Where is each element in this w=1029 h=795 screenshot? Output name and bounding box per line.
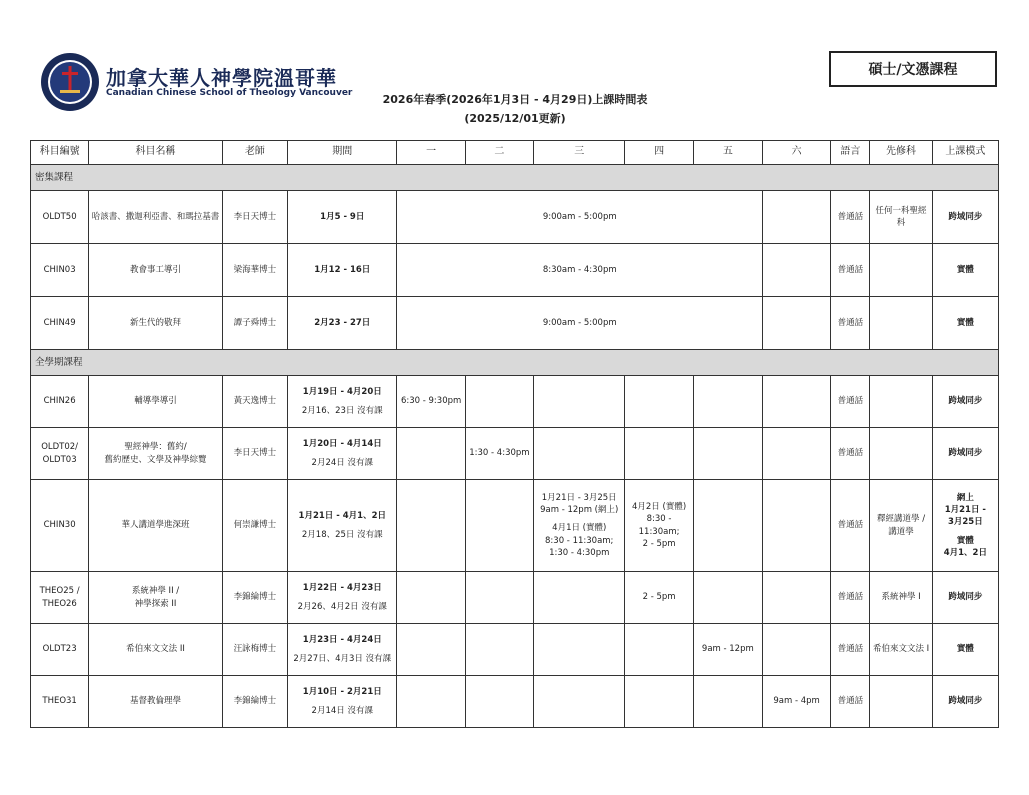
course-time: 8:30am - 4:30pm <box>397 244 763 297</box>
course-language: 普通話 <box>831 428 870 480</box>
course-code: THEO31 <box>31 676 89 728</box>
course-language: 普通話 <box>831 624 870 676</box>
course-teacher: 李日天博士 <box>222 191 287 244</box>
course-teacher: 何崇謙博士 <box>222 480 287 572</box>
course-code: CHIN26 <box>31 376 89 428</box>
course-name: 神學探索 II <box>134 598 177 609</box>
course-mode: 跨域同步 <box>932 376 998 428</box>
course-language: 普通話 <box>831 480 870 572</box>
header-tue: 二 <box>465 141 533 165</box>
table-row <box>31 624 999 676</box>
course-prereq: 希伯來文文法 I <box>870 624 932 676</box>
time-wed-cell <box>534 480 625 572</box>
course-name: 輔導學導引 <box>89 376 223 428</box>
course-period: 1月5 - 9日 <box>288 191 397 244</box>
course-teacher: 黃天逸博士 <box>222 376 287 428</box>
header-name: 科目名稱 <box>89 141 223 165</box>
course-mode: 實體 <box>932 244 998 297</box>
course-mode: 實體 <box>956 535 974 546</box>
time-wed: 1月21日 - 3月25日 <box>541 492 617 503</box>
course-period-cell <box>288 428 397 480</box>
course-period: 1月19日 - 4月20日 <box>302 387 382 398</box>
header-code: 科目編號 <box>31 141 89 165</box>
course-mode: 實體 <box>932 624 998 676</box>
school-name-chinese: 加拿大華人神學院溫哥華 <box>106 66 337 90</box>
no-class-note: 2月27日、4月3日 沒有課 <box>293 653 392 664</box>
course-period: 1月22日 - 4月23日 <box>302 583 382 594</box>
course-name: 新生代的敬拜 <box>89 297 223 350</box>
course-name: 希伯來文文法 II <box>89 624 223 676</box>
no-class-note: 2月16、23日 沒有課 <box>301 405 383 416</box>
time-wed: 8:30 - 11:30am; <box>545 535 614 546</box>
header-mode: 上課模式 <box>932 141 998 165</box>
header-mon: 一 <box>397 141 465 165</box>
header-wed: 三 <box>534 141 625 165</box>
no-class-note: 2月14日 沒有課 <box>311 705 373 716</box>
course-code: OLDT02/ <box>41 442 79 453</box>
course-name-cell <box>89 428 223 480</box>
course-name-cell <box>89 572 223 624</box>
header-row <box>31 141 999 165</box>
course-period-cell <box>288 624 397 676</box>
no-class-note: 2月18、25日 沒有課 <box>301 529 383 540</box>
no-class-note: 2月24日 沒有課 <box>311 457 373 468</box>
course-name: 系統神學 II / <box>131 586 180 597</box>
course-period: 1月21日 - 4月1、2日 <box>298 511 386 522</box>
section-row <box>31 165 999 191</box>
course-name: 基督教倫理學 <box>89 676 223 728</box>
header-teacher: 老師 <box>222 141 287 165</box>
course-period-cell <box>288 480 397 572</box>
course-name: 哈該書、撒迦利亞書、和瑪拉基書 <box>89 191 223 244</box>
header-thu: 四 <box>625 141 693 165</box>
time-thu: 2 - 5pm <box>625 572 693 624</box>
course-code: OLDT23 <box>31 624 89 676</box>
table-row <box>31 297 999 350</box>
time-wed: 1:30 - 4:30pm <box>549 547 610 558</box>
time-wed: 9am - 12pm (網上) <box>540 505 619 516</box>
schedule-table <box>30 140 999 728</box>
course-name: 舊約歷史、文學及神學綜覽 <box>104 454 207 465</box>
course-prereq: 任何一科聖經科 <box>870 191 932 244</box>
course-period-cell <box>288 572 397 624</box>
course-period: 1月10日 - 2月21日 <box>302 687 382 698</box>
header-fri: 五 <box>693 141 762 165</box>
course-mode: 3月25日 <box>947 517 983 528</box>
course-name: 華人講道學進深班 <box>89 480 223 572</box>
course-period: 1月20日 - 4月14日 <box>302 439 382 450</box>
table-row <box>31 244 999 297</box>
course-prereq: 系統神學 I <box>870 572 932 624</box>
course-code-cell <box>31 572 89 624</box>
course-mode: 跨域同步 <box>932 191 998 244</box>
header-prereq: 先修科 <box>870 141 932 165</box>
program-badge: 碩士/文憑課程 <box>829 51 997 87</box>
course-language: 普通話 <box>831 191 870 244</box>
header-lang: 語言 <box>831 141 870 165</box>
course-mode: 1月21日 - <box>944 505 986 516</box>
course-prereq: 釋經講道學 / 講道學 <box>870 480 932 572</box>
course-teacher: 汪詠梅博士 <box>222 624 287 676</box>
course-period: 1月23日 - 4月24日 <box>302 635 382 646</box>
course-mode-cell <box>932 480 998 572</box>
time-thu: 4月2日 (實體) <box>631 501 687 512</box>
course-period: 1月12 - 16日 <box>288 244 397 297</box>
course-mode: 4月1、2日 <box>943 547 987 558</box>
course-code: THEO26 <box>42 598 77 609</box>
time-thu-cell <box>625 480 693 572</box>
time-fri: 9am - 12pm <box>693 624 762 676</box>
course-name: 教會事工導引 <box>89 244 223 297</box>
course-code: CHIN03 <box>31 244 89 297</box>
section-row <box>31 350 999 376</box>
course-code-cell <box>31 428 89 480</box>
updated-date: (2025/12/01更新) <box>464 112 566 125</box>
course-code: THEO25 / <box>39 586 80 597</box>
course-period: 2月23 - 27日 <box>288 297 397 350</box>
header-sat: 六 <box>762 141 830 165</box>
table-row <box>31 480 999 572</box>
no-class-note: 2月26、4月2日 沒有課 <box>297 601 387 612</box>
header-period: 期間 <box>288 141 397 165</box>
table-row <box>31 376 999 428</box>
time-tue: 1:30 - 4:30pm <box>465 428 533 480</box>
course-name: 聖經神學：舊約/ <box>124 442 187 453</box>
course-mode: 跨域同步 <box>932 572 998 624</box>
course-language: 普通話 <box>831 244 870 297</box>
course-language: 普通話 <box>831 572 870 624</box>
table-row <box>31 676 999 728</box>
course-mode: 實體 <box>932 297 998 350</box>
time-thu: 2 - 5pm <box>642 538 676 549</box>
course-mode: 跨域同步 <box>932 676 998 728</box>
table-row <box>31 191 999 244</box>
section-intensive: 密集課程 <box>31 165 999 191</box>
course-code: OLDT03 <box>42 454 77 465</box>
course-teacher: 梁海華博士 <box>222 244 287 297</box>
course-teacher: 李日天博士 <box>222 428 287 480</box>
course-mode: 網上 <box>956 492 974 503</box>
school-logo <box>40 52 100 112</box>
time-thu: 8:30 - 11:30am; <box>638 514 680 537</box>
course-teacher: 李錦綸博士 <box>222 676 287 728</box>
course-code: CHIN30 <box>31 480 89 572</box>
course-teacher: 李錦綸博士 <box>222 572 287 624</box>
time-wed: 4月1日 (實體) <box>552 523 607 534</box>
schedule-title: 2026年春季(2026年1月3日 - 4月29日)上課時間表 <box>382 93 648 106</box>
course-code: OLDT50 <box>31 191 89 244</box>
course-language: 普通話 <box>831 376 870 428</box>
course-language: 普通話 <box>831 297 870 350</box>
course-mode: 跨域同步 <box>932 428 998 480</box>
course-period-cell <box>288 676 397 728</box>
time-mon: 6:30 - 9:30pm <box>397 376 465 428</box>
time-sat: 9am - 4pm <box>762 676 830 728</box>
section-full-term: 全學期課程 <box>31 350 999 376</box>
table-row <box>31 428 999 480</box>
course-period-cell <box>288 376 397 428</box>
course-teacher: 譚子舜博士 <box>222 297 287 350</box>
course-language: 普通話 <box>831 676 870 728</box>
course-time: 9:00am - 5:00pm <box>397 191 763 244</box>
school-name-english: Canadian Chinese School of Theology Vancouver <box>106 88 353 98</box>
table-row <box>31 572 999 624</box>
course-time: 9:00am - 5:00pm <box>397 297 763 350</box>
course-code: CHIN49 <box>31 297 89 350</box>
